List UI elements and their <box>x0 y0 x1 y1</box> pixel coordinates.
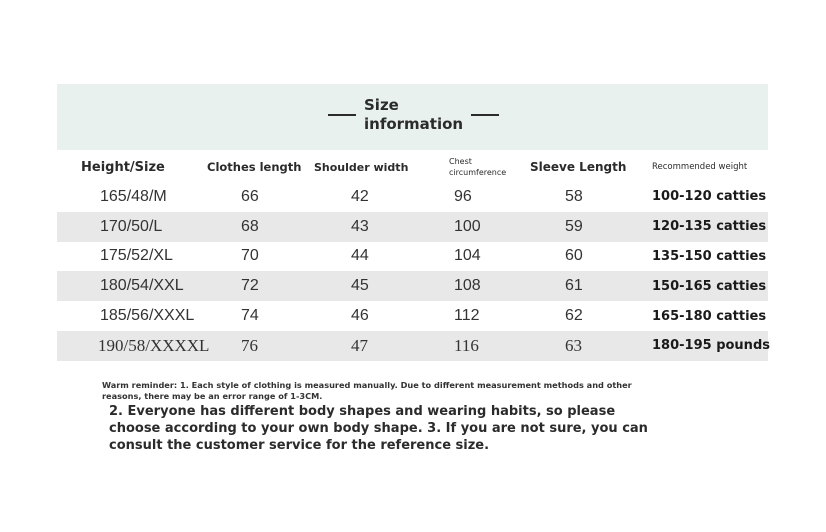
cell-weight: 100-120 catties <box>652 189 767 205</box>
cell-chest: 100 <box>454 217 481 235</box>
table-row <box>57 301 768 331</box>
header-chest-line-1: Chest <box>449 157 472 166</box>
cell-size: 165/48/M <box>100 187 167 205</box>
cell-sleeve: 59 <box>565 217 583 235</box>
header-chest-circumference <box>449 152 506 182</box>
cell-sleeve: 62 <box>565 307 583 325</box>
cell-size: 170/50/L <box>100 217 163 235</box>
cell-weight: 165-180 catties <box>652 308 767 324</box>
header-recommended-weight: Recommended weight <box>652 162 748 172</box>
cell-length: 76 <box>241 335 258 355</box>
cell-shoulder: 42 <box>351 187 369 205</box>
cell-shoulder: 46 <box>351 307 369 325</box>
cell-weight: 150-165 catties <box>652 278 767 294</box>
cell-sleeve: 63 <box>565 335 582 355</box>
advice-note: 2. Everyone has different body shapes and wearing habits, so please choose according to your own body shape. 3. If you are not sure, you can consult the customer service for the reference size. <box>109 404 648 453</box>
size-table <box>57 152 768 361</box>
cell-weight: 120-135 catties <box>652 219 767 235</box>
cell-size: 185/56/XXXL <box>100 307 195 325</box>
title-line-2: information <box>364 115 464 133</box>
table-row <box>57 242 768 272</box>
cell-chest: 108 <box>454 277 481 295</box>
cell-length: 72 <box>241 277 259 295</box>
cell-weight: 135-150 catties <box>652 248 767 264</box>
header-chest-line-2: circumference <box>449 168 507 177</box>
title-right-rule <box>471 114 499 116</box>
cell-sleeve: 60 <box>565 247 583 265</box>
cell-length: 66 <box>241 187 259 205</box>
cell-shoulder: 44 <box>351 247 369 265</box>
cell-chest: 116 <box>454 335 479 355</box>
table-row <box>57 271 768 301</box>
header-sleeve-length: Sleeve Length <box>530 160 627 174</box>
cell-length: 68 <box>241 217 259 235</box>
cell-shoulder: 47 <box>351 335 368 355</box>
title-left-rule <box>328 114 356 116</box>
cell-size: 175/52/XL <box>100 247 173 265</box>
table-row <box>57 331 768 361</box>
cell-shoulder: 43 <box>351 217 369 235</box>
warm-reminder-note: Warm reminder: 1. Each style of clothing is measured manually. Due to different measurement methods and other reasons, there may be an error range of 1-3CM. <box>102 380 632 401</box>
table-header-row <box>57 152 768 182</box>
cell-weight: 180-195 pounds <box>652 338 770 354</box>
header-height-size: Height/Size <box>81 159 165 175</box>
header-clothes-length: Clothes length <box>207 160 302 174</box>
header-shoulder-width: Shoulder width <box>314 160 409 174</box>
cell-size: 190/58/XXXXL <box>98 335 210 355</box>
cell-sleeve: 61 <box>565 277 583 295</box>
cell-length: 70 <box>241 247 259 265</box>
page-title <box>364 96 463 134</box>
cell-size: 180/54/XXL <box>100 277 184 295</box>
cell-sleeve: 58 <box>565 187 583 205</box>
table-row <box>57 212 768 242</box>
cell-chest: 112 <box>454 307 480 325</box>
cell-chest: 96 <box>454 187 472 205</box>
size-info-title <box>328 96 499 134</box>
cell-length: 74 <box>241 307 259 325</box>
cell-shoulder: 45 <box>351 277 369 295</box>
cell-chest: 104 <box>454 247 481 265</box>
table-row <box>57 182 768 212</box>
title-line-1: Size <box>364 96 399 114</box>
